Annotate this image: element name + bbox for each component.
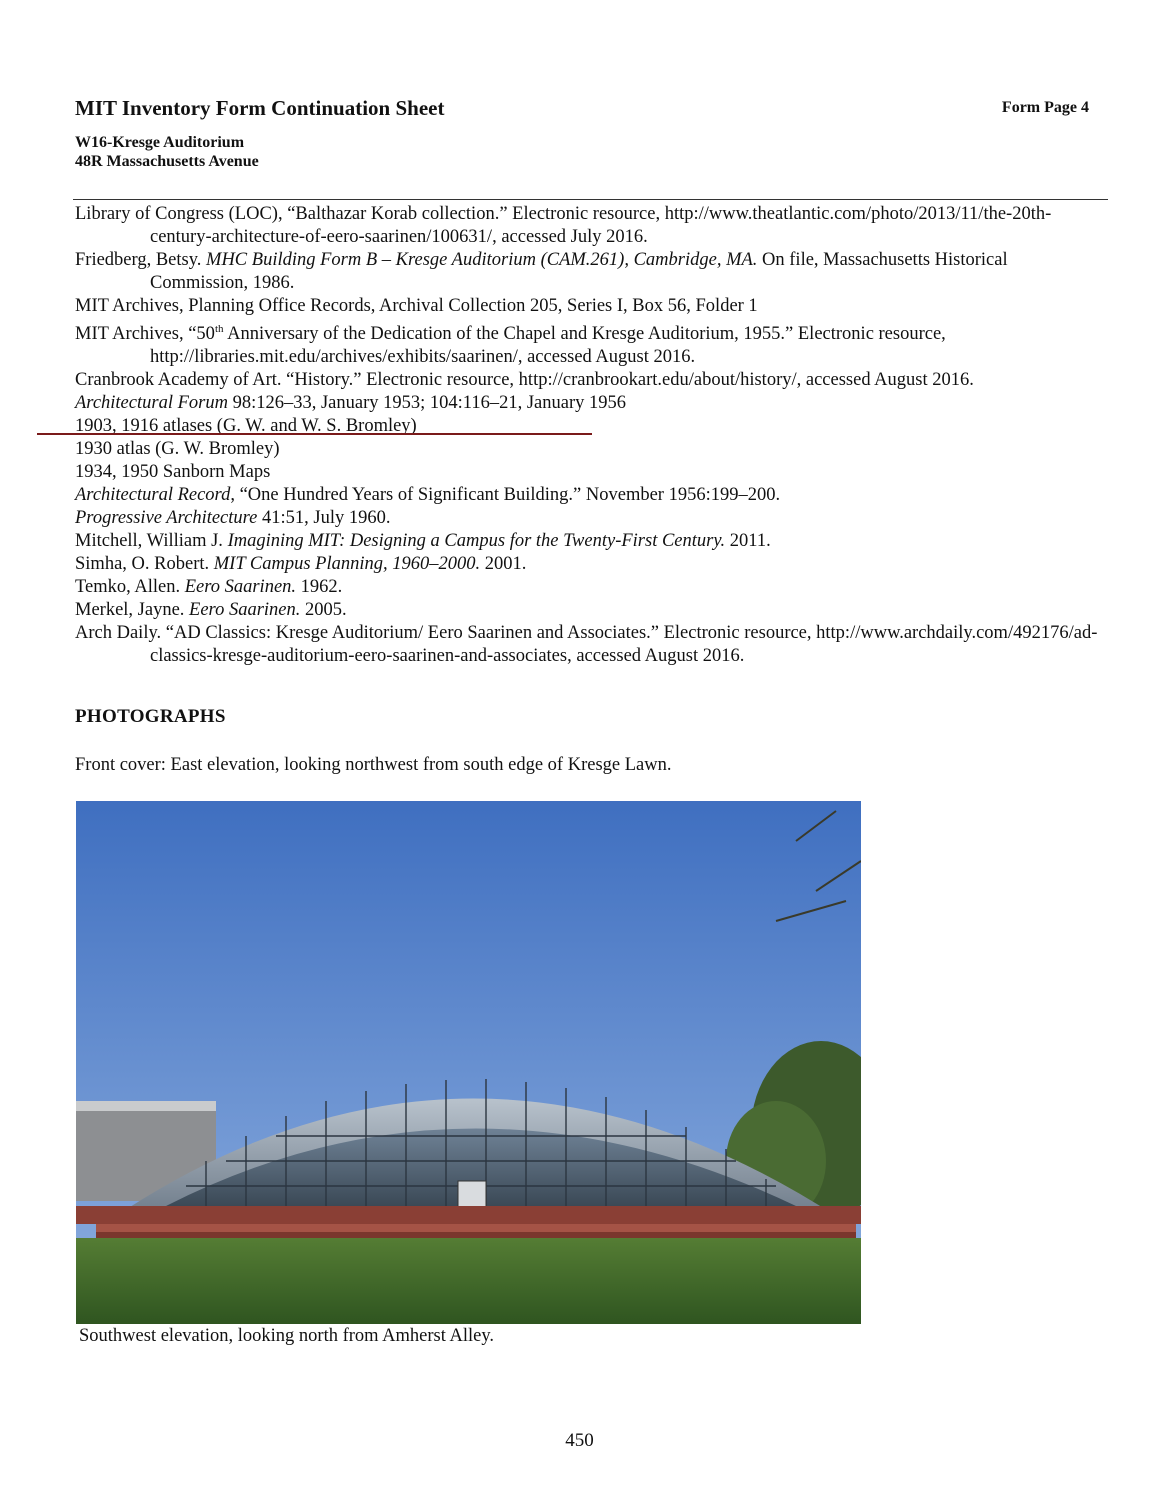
page-number: 450 bbox=[565, 1430, 594, 1451]
citation-text: 1934, 1950 Sanborn Maps bbox=[75, 462, 271, 483]
citation-text: Mitchell, William J. bbox=[75, 531, 228, 552]
header-divider bbox=[73, 199, 1108, 200]
citation-text: Anniversary of the Dedication of the Chapel and Kresge Auditorium, 1955.” Electronic resource, http://libraries.mit.edu/archives/exhibits/saarinen/, accessed August 2016. bbox=[150, 324, 946, 368]
citation-text: Friedberg, Betsy. bbox=[75, 250, 207, 270]
photographs-heading: PHOTOGRAPHS bbox=[75, 706, 226, 727]
bibliography-entry bbox=[75, 622, 1105, 668]
citation-text: Library of Congress (LOC), “Balthazar Korab collection.” Electronic resource, http://www.theatlantic.com/photo/2013/11/the-20th-century-architecture-of-eero-saarinen/100631/, accessed July 2016. bbox=[75, 204, 1052, 247]
citation-text: 1903, 1916 atlases (G. W. and W. S. Bromley) bbox=[75, 416, 417, 437]
citation-text: On file, Massachusetts Historical Commission, 1986. bbox=[150, 250, 1008, 293]
citation-text: , “One Hundred Years of Significant Building.” November 1956:199–200. bbox=[230, 485, 781, 506]
citation-title: Architectural Forum bbox=[75, 393, 228, 414]
citation-text: 2005. bbox=[300, 600, 347, 621]
bibliography-entry bbox=[75, 392, 1105, 415]
bibliography-entry bbox=[75, 203, 1105, 249]
photo-caption: Southwest elevation, looking north from Amherst Alley. bbox=[79, 1326, 495, 1346]
bibliography-entry bbox=[75, 530, 1105, 553]
citation-text: Temko, Allen. bbox=[75, 577, 185, 598]
citation-title: Eero Saarinen. bbox=[189, 600, 301, 621]
citation-title: MHC Building Form B – Kresge Auditorium (CAM.261), Cambridge, MA. bbox=[206, 250, 758, 270]
auditorium-photo-illustration bbox=[76, 801, 861, 1324]
citation-text: 1962. bbox=[296, 577, 343, 598]
bibliography-entry bbox=[75, 553, 1105, 576]
strike-rule bbox=[37, 433, 592, 435]
citation-text: MIT Archives, Planning Office Records, Archival Collection 205, Series I, Box 56, Folder 1 bbox=[75, 296, 758, 316]
building-name: W16-Kresge Auditorium bbox=[75, 134, 245, 151]
bibliography-entry bbox=[75, 599, 1105, 622]
form-title: MIT Inventory Form Continuation Sheet bbox=[75, 96, 445, 120]
citation-text: Merkel, Jayne. bbox=[75, 600, 190, 621]
building-address: 48R Massachusetts Avenue bbox=[75, 153, 259, 170]
bibliography-entry bbox=[75, 369, 1105, 392]
citation-text: 98:126–33, January 1953; 104:116–21, January 1956 bbox=[227, 393, 627, 414]
bibliography-entry bbox=[75, 438, 1105, 461]
citation-text: Cranbrook Academy of Art. “History.” Electronic resource, http://cranbrookart.edu/about/history/, accessed August 2016. bbox=[75, 370, 974, 391]
bibliography-entry bbox=[75, 318, 1105, 369]
bibliography-entry bbox=[75, 484, 1105, 507]
citation-title: MIT Campus Planning, 1960–2000. bbox=[213, 554, 481, 575]
citation-text: 41:51, July 1960. bbox=[257, 508, 391, 529]
bibliography-list bbox=[75, 203, 1105, 668]
citation-text: th bbox=[214, 323, 224, 335]
citation-text: Arch Daily. “AD Classics: Kresge Auditorium/ Eero Saarinen and Associates.” Electronic resource, http://www.archdaily.com/492176/ad-classics-kresge-auditorium-eero-saarinen-and-associates, accessed August 2016. bbox=[75, 623, 1098, 667]
citation-text: 1930 atlas (G. W. Bromley) bbox=[75, 439, 280, 460]
bibliography-entry bbox=[75, 295, 1105, 318]
citation-text: Simha, O. Robert. bbox=[75, 554, 214, 575]
bibliography-entry bbox=[75, 576, 1105, 599]
citation-title: Architectural Record bbox=[75, 485, 231, 506]
citation-title: Progressive Architecture bbox=[75, 508, 258, 529]
bibliography-entry bbox=[75, 461, 1105, 484]
citation-title: Eero Saarinen. bbox=[184, 577, 297, 598]
citation-title: Imagining MIT: Designing a Campus for the Twenty-First Century. bbox=[227, 531, 726, 552]
front-cover-caption: Front cover: East elevation, looking northwest from south edge of Kresge Lawn. bbox=[75, 755, 672, 775]
kresge-auditorium-photo bbox=[76, 801, 861, 1324]
bibliography-entry bbox=[75, 249, 1105, 295]
citation-text: 2011. bbox=[725, 531, 771, 552]
citation-text: 2001. bbox=[480, 554, 527, 575]
citation-text: MIT Archives, “50 bbox=[75, 324, 215, 345]
form-page-number: Form Page 4 bbox=[1001, 99, 1089, 116]
bibliography-entry bbox=[75, 507, 1105, 530]
